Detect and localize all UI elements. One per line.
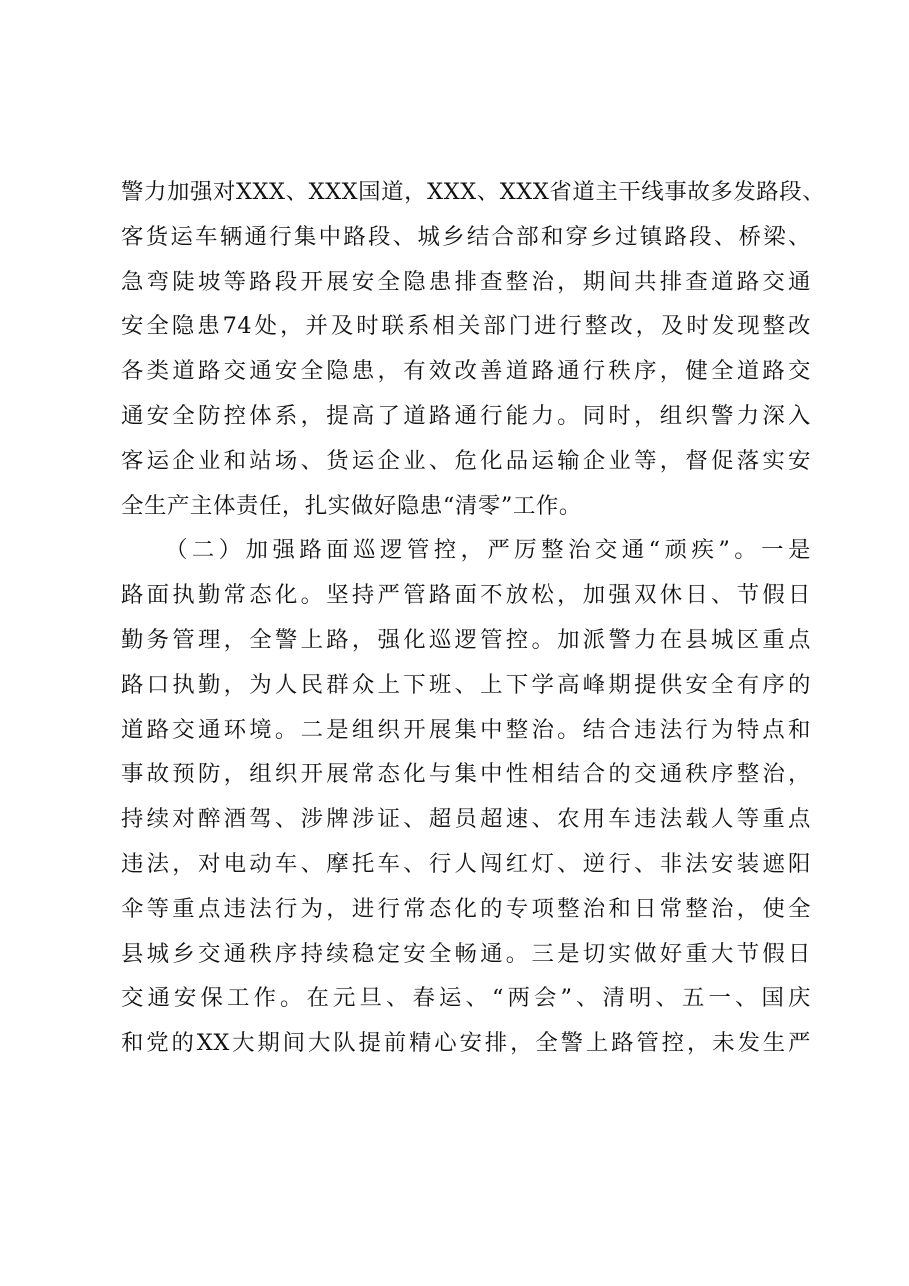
paragraph-line: 事故预防，组织开展常态化与集中性相结合的交通秩序整治， [121, 761, 811, 788]
paragraph-line: 路面执勤常态化。坚持严管路面不放松，加强双休日、节假日 [121, 582, 811, 609]
paragraph-line: 违法，对电动车、摩托车、行人闯红灯、逆行、非法安装遮阳 [121, 850, 811, 877]
paragraph-line: 道路交通环境。二是组织开展集中整治。结合违法行为特点和 [121, 716, 811, 743]
paragraph-line: 警力加强对XXX、XXX国道，XXX、XXX省道主干线事故多发路段、 [121, 179, 826, 205]
paragraph-2 [121, 528, 811, 1066]
paragraph-line: 各类道路交通安全隐患，有效改善道路通行秩序，健全道路交 [121, 358, 811, 385]
paragraph-1 [121, 170, 826, 528]
paragraph-line: 通安全防控体系，提高了道路通行能力。同时，组织警力深入 [121, 402, 811, 429]
paragraph-line: 全生产主体责任，扎实做好隐患“清零”工作。 [121, 492, 582, 519]
paragraph-line: （二）加强路面巡逻管控，严厉整治交通“顽疾”。一是 [165, 537, 811, 564]
paragraph-line: 客货运车辆通行集中路段、城乡结合部和穿乡过镇路段、桥梁、 [121, 223, 811, 250]
paragraph-line: 持续对醉酒驾、涉牌涉证、超员超速、农用车违法载人等重点 [121, 806, 811, 833]
paragraph-line: 路口执勤，为人民群众上下班、上下学高峰期提供安全有序的 [121, 671, 811, 698]
paragraph-line: 急弯陡坡等路段开展安全隐患排查整治，期间共排查道路交通 [121, 268, 811, 295]
document-body [121, 170, 826, 1066]
paragraph-line: 县城乡交通秩序持续稳定安全畅通。三是切实做好重大节假日 [121, 940, 811, 967]
paragraph-line: 交通安保工作。在元旦、春运、“两会”、清明、五一、国庆 [121, 985, 811, 1012]
paragraph-line: 勤务管理，全警上路，强化巡逻管控。加派警力在县城区重点 [121, 626, 811, 653]
paragraph-line: 安全隐患74处，并及时联系相关部门进行整改，及时发现整改 [121, 313, 811, 340]
paragraph-line: 伞等重点违法行为，进行常态化的专项整治和日常整治，使全 [121, 895, 811, 922]
paragraph-line: 客运企业和站场、货运企业、危化品运输企业等，督促落实安 [121, 447, 811, 474]
paragraph-line: 和党的XX大期间大队提前精心安排，全警上路管控，未发生严 [121, 1030, 811, 1057]
